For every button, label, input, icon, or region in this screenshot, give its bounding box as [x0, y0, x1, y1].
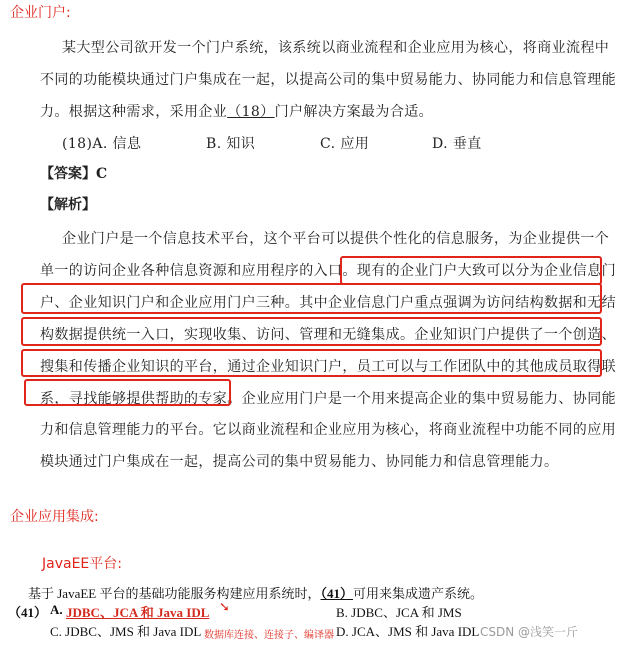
option-a: (18)A. 信息 [62, 136, 142, 152]
subheading-javaee: JavaEE平台: [42, 556, 122, 572]
arrow-icon: ➘ [219, 600, 230, 615]
analysis-line-2b: 现有的企业门户大致可以分为企业信息门 [356, 263, 617, 279]
q41-number: （41） [8, 605, 48, 620]
q41-blank: （41） [320, 586, 353, 601]
analysis-line-4: 构数据提供统一入口，实现收集、访问、管理和无缝集成。企业知识门户提供了一个创造、 [40, 327, 616, 343]
q41-stem-before: 基于 JavaEE 平台的基础功能服务构建应用系统时， [28, 586, 321, 601]
section-heading-integration: 企业应用集成: [10, 509, 99, 525]
analysis-label: 【解析】 [40, 197, 96, 213]
option-b: B. 知识 [206, 136, 256, 152]
q41-stem [28, 583, 483, 602]
question-line-1: 某大型公司欲开发一个门户系统，该系统以商业流程和企业应用为核心，将商业流程中 [62, 40, 610, 56]
q41-option-d: D. JCA、JMS 和 Java IDL [336, 624, 480, 639]
q41-option-a-letter: A. [50, 602, 63, 617]
section-heading-portal: 企业门户: [10, 5, 71, 21]
analysis-line-5: 搜集和传播企业知识的平台，通过企业知识门户，员工可以与工作团队中的其他成员取得联 [40, 359, 616, 375]
question-line-3-after: 门户解决方案最为合适。 [274, 104, 434, 120]
analysis-line-6 [40, 388, 616, 408]
analysis-line-7: 力和信息管理能力的平台。它以商业流程和企业应用为核心，将商业流程中功能不同的应用 [40, 422, 616, 438]
analysis-line-6a: 系，寻找能够提供帮助的专家。 [40, 391, 242, 407]
answer-value: C [96, 166, 108, 182]
analysis-line-8: 模块通过门户集成在一起，提高公司的集中贸易能力、协同能力和信息管理能力。 [40, 454, 559, 470]
option-d: D. 垂直 [432, 136, 482, 152]
question-line-2: 不同的功能模块通过门户集成在一起，以提高公司的集中贸易能力、协同能力和信息管理能 [40, 72, 616, 88]
watermark: CSDN @浅笑一斤 [480, 625, 579, 639]
option-c: C. 应用 [320, 136, 370, 152]
analysis-line-6b: 企业应用门户是一个用来提高企业的集中贸易能力、协同能 [241, 391, 617, 407]
q41-annotation: 数据库连接、连接子、编译器 [204, 630, 334, 641]
analysis-line-1: 企业门户是一个信息技术平台，这个平台可以提供个性化的信息服务，为企业提供一个 [62, 231, 610, 247]
question-line-3 [40, 101, 433, 121]
q41-option-b: B. JDBC、JCA 和 JMS [336, 605, 462, 620]
answer-label: 【答案】 [40, 166, 96, 182]
question-blank-18: （18） [227, 104, 275, 120]
analysis-line-2a: 单一的访问企业各种信息资源和应用程序的入口。 [40, 263, 357, 279]
question-line-3-before: 力。根据这种需求，采用企业 [40, 104, 228, 120]
q41-option-a: JDBC、JCA 和 Java IDL [66, 605, 210, 620]
answer-row [40, 163, 107, 183]
analysis-line-3: 户、企业知识门户和企业应用门户三种。其中企业信息门户重点强调为访问结构数据和无结 [40, 295, 616, 311]
analysis-line-2 [40, 260, 616, 280]
q41-option-c: C. JDBC、JMS 和 Java IDL [50, 624, 202, 639]
q41-stem-after: 可用来集成遗产系统。 [353, 586, 484, 601]
